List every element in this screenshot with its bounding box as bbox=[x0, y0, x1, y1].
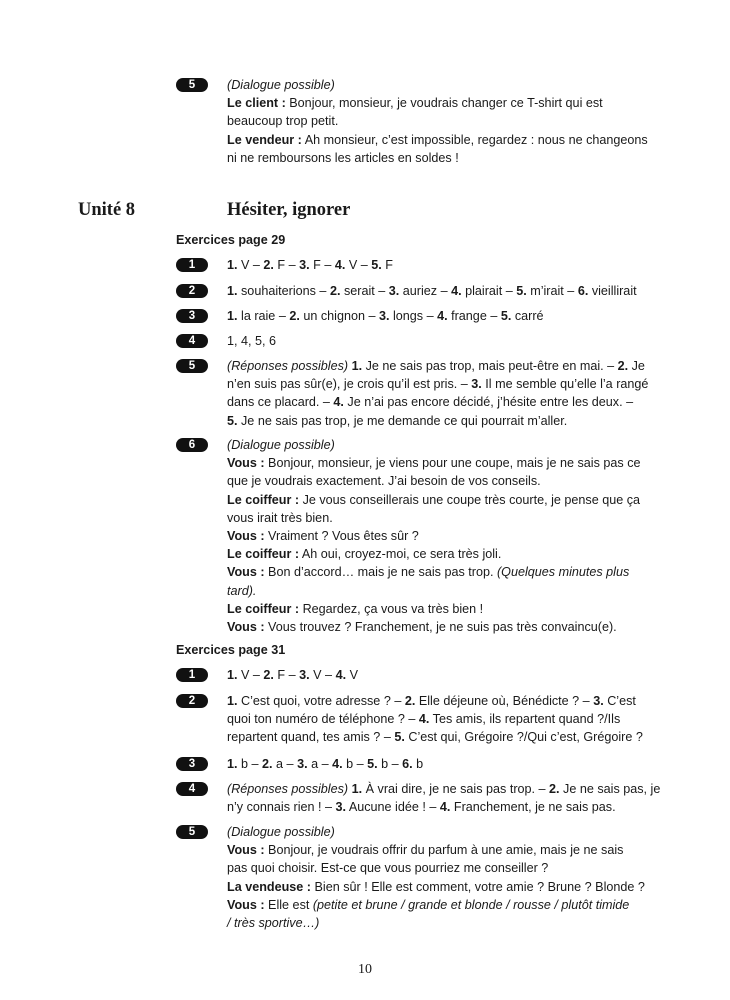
dialogue-text: Vraiment ? Vous êtes sûr ? bbox=[264, 529, 419, 544]
answer-text: Franchement, je ne sais pas. bbox=[450, 800, 616, 815]
answer-text: V bbox=[346, 668, 358, 682]
answer-text: auriez – bbox=[399, 284, 452, 298]
answer-text: b – bbox=[342, 757, 368, 771]
answer-number: 2. bbox=[263, 258, 274, 272]
answer-text: plairait – bbox=[461, 284, 517, 298]
answer-number: 1. bbox=[227, 284, 238, 298]
answer-text: 1, 4, 5, 6 bbox=[227, 334, 277, 348]
exercise-intro: (Dialogue possible) bbox=[227, 78, 335, 92]
dialogue-text: Vous trouvez ? Franchement, je ne suis pas très convaincu(e). bbox=[264, 620, 617, 635]
stage-direction: (petite et brune / grande et blonde / rousse / plutôt timide bbox=[312, 897, 630, 912]
answer-text: C’est quoi, votre adresse ? – bbox=[237, 694, 405, 708]
exercise-text bbox=[227, 282, 656, 300]
dialogue-text: Bien sûr ! Elle est comment, votre amie ? Brune ? Blonde ? bbox=[311, 879, 645, 894]
exercise-text bbox=[227, 755, 656, 773]
page-number: 10 bbox=[358, 962, 372, 977]
stage-direction: tard). bbox=[227, 583, 257, 598]
exercise-intro: (Réponses possibles) bbox=[227, 782, 349, 796]
exercise-number-badge: 4 bbox=[176, 782, 208, 796]
answer-number: 4. bbox=[334, 258, 346, 272]
dialogue-text: Ah monsieur, c’est impossible, regardez : nous ne changeons bbox=[301, 132, 648, 147]
answer-text: a – bbox=[272, 757, 298, 771]
answer-text: À vrai dire, je ne sais pas trop. – bbox=[362, 782, 550, 796]
speaker-label: Vous : bbox=[227, 529, 265, 544]
section-title: Exercices page 31 bbox=[176, 643, 286, 657]
answer-number: 2. bbox=[329, 284, 341, 298]
answer-text: Je bbox=[628, 359, 645, 373]
answer-number: 4. bbox=[332, 757, 343, 771]
answer-text: Je ne sais pas trop, mais peut-être en mai. – bbox=[362, 359, 618, 373]
speaker-label: Vous : bbox=[227, 620, 265, 635]
answer-number: 1. bbox=[351, 782, 363, 796]
answer-number: 4. bbox=[335, 668, 347, 682]
answer-text: frange – bbox=[447, 309, 501, 323]
answer-text: longs – bbox=[389, 309, 438, 323]
exercise-number-badge: 5 bbox=[176, 78, 208, 92]
answer-text: Il me semble qu’elle l’a rangé bbox=[481, 377, 649, 392]
answer-text: un chignon – bbox=[299, 309, 379, 323]
answer-number: 3. bbox=[471, 377, 482, 392]
answer-text: Je ne sais pas trop, je me demande ce qui pourrait m’aller. bbox=[237, 413, 568, 428]
speaker-label: Vous : bbox=[227, 456, 265, 471]
speaker-label: Le client : bbox=[227, 96, 286, 111]
exercise-item bbox=[176, 666, 656, 684]
answer-number: 3. bbox=[378, 309, 390, 323]
answer-text: m’irait – bbox=[526, 284, 578, 298]
speaker-label: Vous : bbox=[227, 897, 265, 912]
answer-number: 3. bbox=[299, 258, 310, 272]
dialogue-text: Bonjour, je voudrais offrir du parfum à une amie, mais je ne sais bbox=[264, 843, 624, 858]
answer-number: 1. bbox=[227, 258, 238, 272]
exercise-number-badge: 1 bbox=[176, 258, 208, 272]
answer-text: Je ne sais pas, je bbox=[559, 782, 661, 796]
answer-text: F – bbox=[273, 668, 300, 682]
speaker-label: Le coiffeur : bbox=[227, 492, 300, 507]
answer-number: 2. bbox=[262, 757, 273, 771]
section-title: Exercices page 29 bbox=[176, 233, 286, 247]
answer-number: 3. bbox=[299, 668, 310, 682]
answer-number: 5. bbox=[394, 730, 405, 745]
answer-text: souhaiterions – bbox=[237, 284, 330, 298]
exercise-number-badge: 5 bbox=[176, 359, 208, 373]
dialogue-text: beaucoup trop petit. bbox=[227, 114, 339, 129]
unit-heading bbox=[78, 200, 638, 224]
exercise-item bbox=[176, 256, 656, 274]
exercise-text bbox=[227, 666, 656, 684]
exercise-text bbox=[227, 357, 656, 430]
dialogue-text: Ah oui, croyez-moi, ce sera très joli. bbox=[299, 547, 502, 562]
exercise-number-badge: 4 bbox=[176, 334, 208, 348]
exercise-number-badge: 6 bbox=[176, 438, 208, 452]
answer-text: n’y connais rien ! – bbox=[227, 800, 336, 815]
answer-text: carré bbox=[511, 309, 544, 323]
exercise-item bbox=[176, 692, 656, 747]
exercise-text bbox=[227, 307, 656, 325]
answer-number: 2. bbox=[404, 694, 416, 708]
exercise-number-badge: 2 bbox=[176, 694, 208, 708]
stage-direction: / très sportive…) bbox=[227, 916, 320, 931]
answer-number: 5. bbox=[367, 757, 378, 771]
answer-text: F bbox=[381, 258, 393, 272]
answer-text: Tes amis, ils repartent quand ?/Ils bbox=[429, 712, 621, 727]
exercise-number-badge: 3 bbox=[176, 757, 208, 771]
exercise-text bbox=[227, 76, 656, 167]
dialogue-text: Bon d’accord… mais je ne sais pas trop. bbox=[264, 565, 497, 580]
answer-number: 1. bbox=[227, 694, 238, 708]
answer-text: Je n’ai pas encore décidé, j’hésite entre les deux. – bbox=[343, 395, 634, 410]
answer-text: quoi ton numéro de téléphone ? – bbox=[227, 712, 419, 727]
answer-number: 3. bbox=[388, 284, 400, 298]
answer-text: V – bbox=[237, 258, 264, 272]
answer-text: a – bbox=[307, 757, 333, 771]
answer-text: V – bbox=[345, 258, 372, 272]
answer-number: 1. bbox=[351, 359, 363, 373]
speaker-label: Vous : bbox=[227, 843, 265, 858]
speaker-label: Le coiffeur : bbox=[227, 601, 300, 616]
answer-number: 5. bbox=[371, 258, 382, 272]
answer-number: 1. bbox=[227, 757, 238, 771]
dialogue-text: Regardez, ça vous va très bien ! bbox=[299, 601, 484, 616]
answer-text: b – bbox=[377, 757, 403, 771]
answer-text: V – bbox=[309, 668, 336, 682]
answer-number: 4. bbox=[333, 395, 344, 410]
answer-number: 5. bbox=[500, 309, 512, 323]
answer-number: 5. bbox=[227, 413, 238, 428]
dialogue-text: Je vous conseillerais une coupe très courte, je pense que ça bbox=[299, 492, 641, 507]
dialogue-text: Bonjour, monsieur, je voudrais changer ce T-shirt qui est bbox=[285, 96, 603, 111]
exercise-item bbox=[176, 780, 661, 816]
stage-direction: (Quelques minutes plus bbox=[496, 565, 630, 580]
speaker-label: Le vendeur : bbox=[227, 132, 302, 147]
speaker-label: Vous : bbox=[227, 565, 265, 580]
answer-number: 4. bbox=[418, 712, 430, 727]
answer-text: b bbox=[412, 757, 424, 771]
answer-text: vieillirait bbox=[588, 284, 637, 298]
answer-text: C’est qui, Grégoire ?/Qui c’est, Grégoire ? bbox=[404, 730, 643, 745]
exercise-item bbox=[176, 282, 656, 300]
exercise-number-badge: 3 bbox=[176, 309, 208, 323]
exercise-intro: (Dialogue possible) bbox=[227, 825, 335, 839]
dialogue-text: vous irait très bien. bbox=[227, 510, 333, 525]
answer-text: la raie – bbox=[237, 309, 290, 323]
dialogue-text: Bonjour, monsieur, je viens pour une coupe, mais je ne sais pas ce bbox=[264, 456, 641, 471]
exercise-item bbox=[176, 307, 656, 325]
answer-number: 5. bbox=[516, 284, 527, 298]
exercise-number-badge: 2 bbox=[176, 284, 208, 298]
answer-number: 3. bbox=[297, 757, 308, 771]
answer-text: C’est bbox=[603, 694, 636, 708]
exercise-item bbox=[176, 823, 656, 932]
exercise-text bbox=[227, 332, 656, 350]
answer-number: 3. bbox=[335, 800, 347, 815]
unit-title: Hésiter, ignorer bbox=[227, 200, 351, 220]
answer-text: Aucune idée ! – bbox=[346, 800, 440, 815]
dialogue-text: que je voudrais exactement. J’ai besoin de vos conseils. bbox=[227, 474, 541, 489]
answer-number: 1. bbox=[227, 668, 238, 682]
speaker-label: Le coiffeur : bbox=[227, 547, 300, 562]
answer-number: 2. bbox=[549, 782, 560, 796]
exercise-number-badge: 1 bbox=[176, 668, 208, 682]
answer-text: b – bbox=[237, 757, 263, 771]
exercise-number-badge: 5 bbox=[176, 825, 208, 839]
exercise-text bbox=[227, 256, 656, 274]
answer-text: dans ce placard. – bbox=[227, 395, 334, 410]
unit-label: Unité 8 bbox=[78, 200, 136, 220]
exercise-item bbox=[176, 332, 656, 350]
answer-number: 6. bbox=[577, 284, 589, 298]
exercise-item bbox=[176, 755, 656, 773]
answer-text: n’en suis pas sûr(e), je crois qu’il est pris. – bbox=[227, 377, 472, 392]
exercise-text bbox=[227, 692, 656, 747]
answer-text: repartent quand, tes amis ? – bbox=[227, 730, 395, 745]
answer-number: 4. bbox=[437, 309, 448, 323]
dialogue-text: Elle est bbox=[264, 897, 313, 912]
exercise-text bbox=[227, 436, 656, 636]
exercise-text bbox=[227, 780, 661, 816]
answer-number: 6. bbox=[402, 757, 413, 771]
answer-number: 4. bbox=[451, 284, 462, 298]
answer-text: Elle déjeune où, Bénédicte ? – bbox=[415, 694, 594, 708]
answer-number: 2. bbox=[289, 309, 300, 323]
exercise-text bbox=[227, 823, 656, 932]
dialogue-text: pas quoi choisir. Est-ce que vous pourriez me conseiller ? bbox=[227, 861, 549, 876]
exercise-item bbox=[176, 76, 656, 167]
dialogue-text: ni ne remboursons les articles en soldes ! bbox=[227, 150, 459, 165]
answer-text: V – bbox=[237, 668, 264, 682]
exercise-item bbox=[176, 357, 656, 430]
answer-number: 1. bbox=[227, 309, 238, 323]
answer-number: 2. bbox=[617, 359, 629, 373]
answer-text: F – bbox=[273, 258, 300, 272]
answer-text: serait – bbox=[340, 284, 389, 298]
answer-number: 4. bbox=[439, 800, 451, 815]
exercise-intro: (Dialogue possible) bbox=[227, 438, 335, 452]
speaker-label: La vendeuse : bbox=[227, 879, 311, 894]
answer-number: 2. bbox=[263, 668, 274, 682]
exercise-item bbox=[176, 436, 656, 636]
answer-number: 3. bbox=[593, 694, 604, 708]
answer-text: F – bbox=[309, 258, 335, 272]
exercise-intro: (Réponses possibles) bbox=[227, 359, 349, 373]
